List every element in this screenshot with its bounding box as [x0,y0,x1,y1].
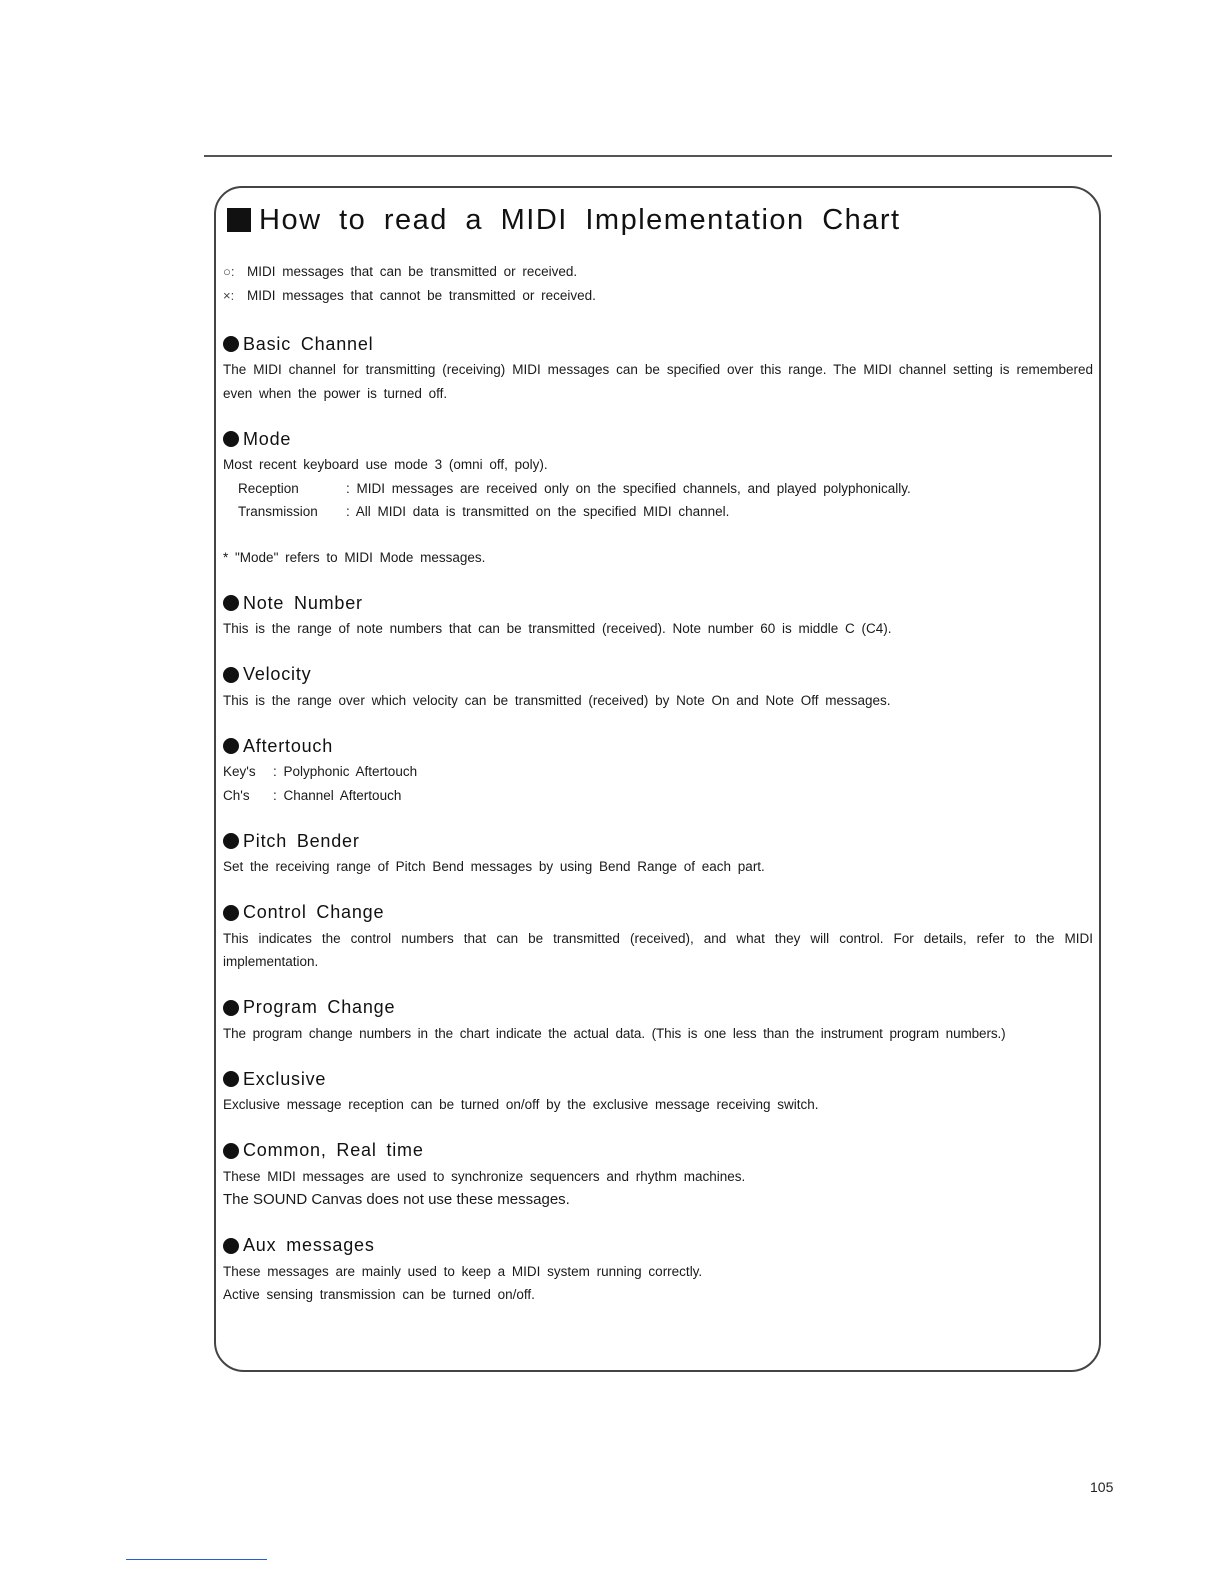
black-square-icon [227,208,251,232]
section-heading: Note Number [223,589,1093,617]
row-text: : All MIDI data is transmitted on the specified MIDI channel. [346,504,730,519]
symbol-legend [223,260,1093,308]
row-label: Reception [238,480,299,496]
bullet-icon [223,833,239,849]
section-velocity [223,661,1093,713]
section-text: The program change numbers in the chart indicate the actual data. (This is one less than the instrument program numbers.) [223,1025,1006,1041]
section-heading: Exclusive [223,1065,1093,1093]
top-rule [204,155,1112,157]
page-title [227,196,1093,244]
legend-item-text: MIDI messages that can be transmitted or received. [247,264,578,279]
section-heading: Pitch Bender [223,827,1093,855]
section-pitch-bender [223,827,1093,879]
section-aux-messages [223,1232,1093,1307]
row-text: : MIDI messages are received only on the specified channels, and played polyphonically. [346,480,911,496]
aftertouch-row-keys [223,760,1093,784]
section-heading: Velocity [223,661,1093,689]
section-text: These MIDI messages are used to synchronize sequencers and rhythm machines. [223,1168,746,1184]
section-text: The SOUND Canvas does not use these messages. [223,1191,570,1208]
aftertouch-row-channels [223,784,1093,808]
row-label: Key's [223,764,256,779]
section-text: Active sensing transmission can be turned on/off. [223,1287,535,1302]
section-text: Exclusive message reception can be turned on/off by the exclusive message receiving switch. [223,1097,819,1112]
bullet-icon [223,1143,239,1159]
bullet-icon [223,667,239,683]
bullet-icon [223,1071,239,1087]
section-text: Set the receiving range of Pitch Bend messages by using Bend Range of each part. [223,859,765,874]
section-text: This is the range over which velocity can be transmitted (received) by Note On and Note Off messages. [223,692,891,708]
section-exclusive [223,1065,1093,1117]
bullet-icon [223,1238,239,1254]
bullet-icon [223,1000,239,1016]
section-common-real-time [223,1137,1093,1212]
section-heading: Mode [223,425,1093,453]
section-program-change [223,994,1093,1046]
section-aftertouch [223,732,1093,807]
section-text: This is the range of note numbers that can be transmitted (received). Note number 60 is middle C (C4). [223,621,892,636]
legend-item [223,284,1093,308]
cross-icon: ×: [223,288,235,303]
bullet-icon [223,738,239,754]
section-basic-channel [223,330,1093,405]
mode-row-reception [223,477,1093,501]
bullet-icon [223,905,239,921]
section-heading: Basic Channel [223,330,1093,358]
section-text: Most recent keyboard use mode 3 (omni off, poly). [223,457,548,472]
row-text: : Channel Aftertouch [273,787,402,803]
bullet-icon [223,336,239,352]
section-heading: Aux messages [223,1232,1093,1260]
page-title-text: How to read a MIDI Implementation Chart [259,203,901,236]
section-mode [223,425,1093,569]
row-text: : Polyphonic Aftertouch [273,764,418,779]
mode-note: * "Mode" refers to MIDI Mode messages. [223,549,486,565]
section-control-change [223,899,1093,974]
section-heading: Program Change [223,994,1093,1022]
section-text: This indicates the control numbers that can be transmitted (received), and what they will control. For details, refer to the MIDI implementation. [223,930,1093,969]
section-text: These messages are mainly used to keep a MIDI system running correctly. [223,1263,703,1279]
page-content [223,196,1093,1307]
row-label: Ch's [223,787,250,803]
row-label: Transmission [238,504,318,519]
legend-item [223,260,1093,284]
page-number: 105 [1090,1479,1114,1495]
section-heading: Control Change [223,899,1093,927]
mode-row-transmission [223,500,1093,524]
bullet-icon [223,431,239,447]
bottom-divider [126,1559,267,1560]
circle-outline-icon: ○: [223,264,235,279]
section-note-number [223,589,1093,641]
section-heading: Aftertouch [223,732,1093,760]
section-heading: Common, Real time [223,1137,1093,1165]
section-text: The MIDI channel for transmitting (receiving) MIDI messages can be specified over this range. The MIDI channel setting is remembered even when the power is turned off. [223,362,1093,401]
legend-item-text: MIDI messages that cannot be transmitted or received. [247,288,596,303]
bullet-icon [223,595,239,611]
